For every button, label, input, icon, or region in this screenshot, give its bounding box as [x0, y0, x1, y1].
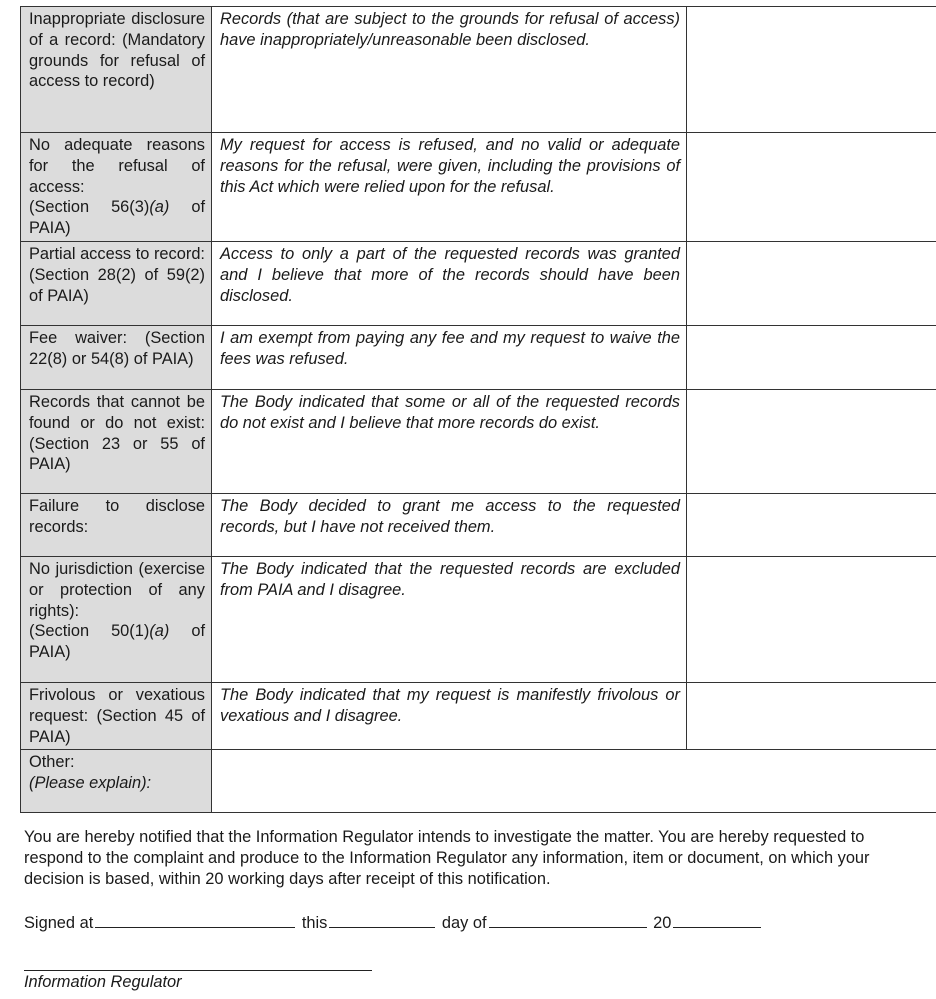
- ground-tick-cell[interactable]: [687, 389, 936, 493]
- ground-label: No adequate reasons for the refusal of access: (Section 56(3)(a) of PAIA): [21, 133, 212, 242]
- ground-label: Inappropriate disclosure of a record: (Mandatory grounds for refusal of access to record): [21, 7, 212, 133]
- ground-description: My request for access is refused, and no valid or adequate reasons for the refusal, were given, including the provisions of this Act which were relied upon for the refusal.: [212, 133, 687, 242]
- table-row: [21, 133, 936, 242]
- ground-tick-cell[interactable]: [687, 241, 936, 325]
- signature-line: [24, 911, 904, 934]
- ground-label: Failure to disclose records:: [21, 493, 212, 556]
- ground-description: The Body indicated that the requested records are excluded from PAIA and I disagree.: [212, 556, 687, 682]
- ground-description: Records (that are subject to the grounds for refusal of access) have inappropriately/unreasonable been disclosed.: [212, 7, 687, 133]
- ground-label: Frivolous or vexatious request: (Section 45 of PAIA): [21, 682, 212, 749]
- ground-tick-cell[interactable]: [687, 133, 936, 242]
- ground-tick-cell[interactable]: [687, 325, 936, 389]
- table-row: [21, 241, 936, 325]
- grounds-table: [20, 6, 936, 813]
- ground-description: The Body indicated that my request is manifestly frivolous or vexatious and I disagree.: [212, 682, 687, 749]
- ground-description: The Body decided to grant me access to the requested records, but I have not received them.: [212, 493, 687, 556]
- ground-description: Access to only a part of the requested records was granted and I believe that more of the records should have been disclosed.: [212, 241, 687, 325]
- table-row: [21, 7, 936, 133]
- ground-tick-cell[interactable]: [687, 7, 936, 133]
- other-hint: (Please explain):: [29, 774, 152, 793]
- table-row: [21, 493, 936, 556]
- other-explanation-field[interactable]: [212, 750, 936, 813]
- year-prefix-label: 20: [653, 914, 672, 932]
- table-row: [21, 556, 936, 682]
- ground-label: Records that cannot be found or do not exist: (Section 23 or 55 of PAIA): [21, 389, 212, 493]
- table-row: [21, 389, 936, 493]
- year-field[interactable]: [673, 911, 761, 928]
- signature-rule: [24, 970, 372, 971]
- ground-tick-cell[interactable]: [687, 493, 936, 556]
- table-row: [21, 750, 936, 813]
- month-field[interactable]: [489, 911, 647, 928]
- table-row: [21, 325, 936, 389]
- other-label: Other: (Please explain):: [21, 750, 212, 813]
- signatory-label: Information Regulator: [24, 973, 182, 991]
- ground-label: No jurisdiction (exercise or protection of any rights): (Section 50(1)(a) of PAIA): [21, 556, 212, 682]
- day-field[interactable]: [329, 911, 435, 928]
- ground-tick-cell[interactable]: [687, 682, 936, 749]
- ground-tick-cell[interactable]: [687, 556, 936, 682]
- ground-label: Fee waiver: (Section 22(8) or 54(8) of PAIA): [21, 325, 212, 389]
- signed-at-label: Signed at: [24, 914, 94, 932]
- notification-paragraph: You are hereby notified that the Information Regulator intends to investigate the matter. You are hereby requested to respond to the complaint and produce to the Information Regulator any information, item or document, on which your decision is based, within 20 working days after receipt of this notification.: [24, 828, 870, 888]
- ground-description: The Body indicated that some or all of the requested records do not exist and I believe that more records do exist.: [212, 389, 687, 493]
- this-label: this: [301, 914, 328, 932]
- ground-label: Partial access to record: (Section 28(2) of 59(2) of PAIA): [21, 241, 212, 325]
- ground-description: I am exempt from paying any fee and my request to waive the fees was refused.: [212, 325, 687, 389]
- signed-at-field[interactable]: [95, 911, 295, 928]
- table-row: [21, 682, 936, 749]
- day-of-label: day of: [441, 914, 487, 932]
